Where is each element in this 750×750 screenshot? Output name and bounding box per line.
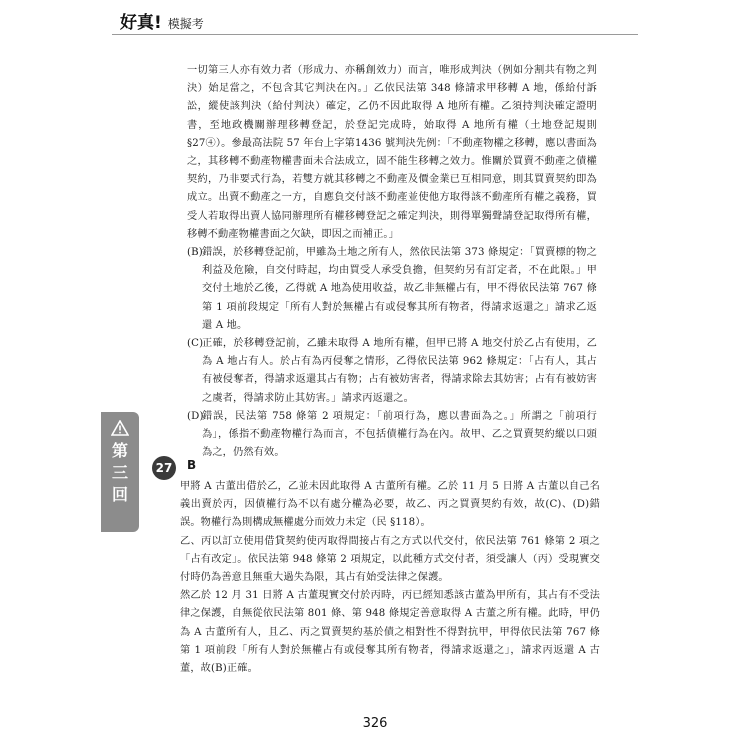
side-tab-char: 第 xyxy=(111,441,128,460)
intro-paragraph: 一切第三人亦有效力者（形成力、亦稱創效力）而言，唯形成判決（例如分割共有物之判決）始足當之，不包含其它判決在內。」乙依民法第 348 條請求甲移轉 A 地，係給付訴訟，縱使該判決（給付判決）確定，乙仍不因此取得 A 地所有權。乙須持判決確定證明書，至地政機關辦理移轉登記，於登記完成時，始取得 A 地所有權（土地登記規則 §27④）。參最高法院 57 年台上字第1436 號判決先例：「不動產物權之移轉，應以書面為之，其移轉不動產物權書面未合法成立，固不能生移轉之效力。惟關於買賣不動產之債權契約，乃非要式行為，若雙方就其移轉之不動產及價金業已互相同意，則其買賣契約即為成立。出賣不動產之一方，自應負交付該不動產並使他方取得該不動產所有權之義務，買受人若取得出賣人協同辦理所有權移轉登記之確定判決，則得單獨聲請登記取得所有權，移轉不動產物權書面之欠缺，即因之而補正。」 xyxy=(187,65,597,240)
option-d-explanation xyxy=(187,408,597,463)
page-number: 326 xyxy=(362,716,388,731)
header-subtitle: 模擬考 xyxy=(167,17,204,31)
answer-paragraph: 甲將 A 古董出借於乙，乙並未因此取得 A 古董所有權。乙於 11 月 5 日將 A 古董以自己名義出賣於丙，因債權行為不以有處分權為必要，故乙、丙之買賣契約有效，故(C)、(D)錯誤。物權行為則構成無權處分而效力未定（民 §118）。 xyxy=(180,481,600,529)
explanation-body xyxy=(187,62,597,462)
warning-icon xyxy=(111,420,129,436)
page-header xyxy=(120,8,204,33)
answer-explanation xyxy=(180,478,600,678)
answer-label: B xyxy=(187,458,197,472)
side-tab-char: 回 xyxy=(111,485,128,504)
chapter-side-tab xyxy=(101,412,139,532)
option-text: 錯誤，於移轉登記前，甲雖為土地之所有人，然依民法第 373 條規定：「買賣標的物之利益及危險，自交付時起，均由買受人承受負擔，但契約另有訂定者，不在此限。」甲交付土地於乙後，乙得就 A 地為使用收益，故乙非無權占有，甲不得依民法第 767 條第 1 項前段規定「所有人對於無權占有或侵奪其所有物者，得請求返還之」請求乙返還 A 地。 xyxy=(202,247,597,331)
option-text: 錯誤，民法第 758 條第 2 項規定：「前項行為，應以書面為之。」所謂之「前項行為」，係指不動產物權行為而言，不包括債權行為在內。故甲、乙之買賣契約縱以口頭為之，仍然有效。 xyxy=(202,410,597,459)
option-text: 正確，於移轉登記前，乙雖未取得 A 地所有權，但甲已將 A 地交付於乙占有使用，乙為 A 地占有人。於占有為丙侵奪之情形，乙得依民法第 962 條規定：「占有人，其占有被侵奪者，得請求返還其占有物；占有被妨害者，得請求除去其妨害；占有有被妨害之虞者，得請求防止其妨害。」請求丙返還之。 xyxy=(202,338,597,404)
question-number-badge: 27 xyxy=(152,456,176,480)
option-b-explanation xyxy=(187,244,597,335)
brand-logo: 好真! xyxy=(120,13,162,33)
option-label: (B) xyxy=(187,247,203,259)
option-label: (D) xyxy=(187,410,204,422)
side-tab-char: 三 xyxy=(111,463,128,482)
answer-paragraph: 乙、丙以訂立使用借貸契約使丙取得間接占有之方式以代交付，依民法第 761 條第 2 項之「占有改定」。依民法第 948 條第 2 項規定，以此種方式交付者，須受讓人（丙）受現實交付時仍為善意且無重大過失為限，其占有始受法律之保護。 xyxy=(180,535,600,584)
header-divider xyxy=(112,34,638,35)
answer-paragraph: 然乙於 12 月 31 日將 A 古董現實交付於丙時，丙已經知悉該古董為甲所有，其占有不受法律之保護，自無從依民法第 801 條、第 948 條規定善意取得 A 古董之所有權。此時，甲仍為 A 古董所有人，且乙、丙之買賣契約基於債之相對性不得對抗甲，甲得依民法第 767 條第 1 項前段「所有人對於無權占有或侵奪其所有物者，得請求返還之」，請求丙返還 A 古董，故(B)正確。 xyxy=(180,590,600,675)
option-label: (C) xyxy=(187,338,204,350)
option-c-explanation xyxy=(187,335,597,408)
